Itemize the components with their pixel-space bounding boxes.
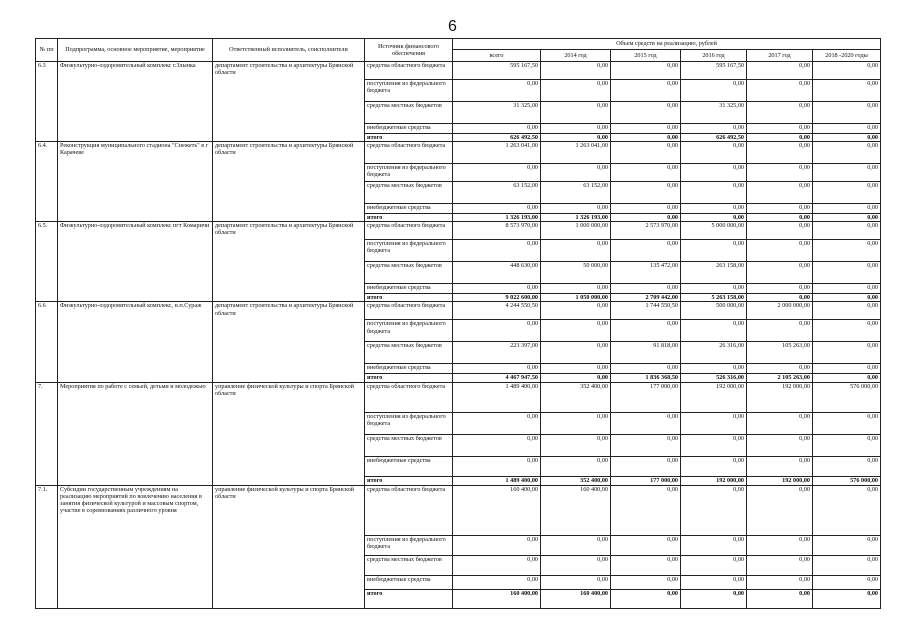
page-number: 6: [448, 18, 457, 35]
amount-cell: 0,00: [611, 102, 681, 124]
amount-cell: 526 316,00: [681, 374, 747, 382]
amount-cell: 0,00: [453, 80, 541, 102]
amount-cell: 0,00: [681, 214, 747, 222]
amount-cell: 352 400,00: [541, 382, 611, 412]
table-row: [36, 302, 881, 320]
header-2016: 2016 год: [681, 50, 747, 62]
item-number: 6.3: [36, 62, 58, 142]
amount-cell: 0,00: [747, 262, 813, 284]
amount-cell: 1 326 193,00: [541, 214, 611, 222]
funding-source: средства местных бюджетов: [365, 102, 453, 124]
amount-cell: 4 244 550,50: [453, 302, 541, 320]
amount-cell: 0,00: [747, 124, 813, 134]
amount-cell: 0,00: [611, 214, 681, 222]
amount-cell: 0,00: [747, 62, 813, 80]
amount-cell: 0,00: [453, 535, 541, 555]
amount-cell: 0,00: [541, 302, 611, 320]
funding-source: поступления из федерального бюджета: [365, 320, 453, 342]
amount-cell: 0,00: [611, 142, 681, 164]
amount-cell: 2 573 970,00: [611, 222, 681, 240]
amount-cell: 0,00: [747, 222, 813, 240]
amount-cell: 0,00: [813, 456, 881, 476]
amount-cell: 1 050 000,00: [541, 294, 611, 302]
amount-cell: 0,00: [611, 575, 681, 589]
amount-cell: 0,00: [611, 164, 681, 182]
amount-cell: 0,00: [611, 284, 681, 294]
amount-cell: 0,00: [541, 342, 611, 364]
amount-cell: 448 630,00: [453, 262, 541, 284]
amount-cell: 0,00: [453, 240, 541, 262]
amount-cell: 0,00: [747, 412, 813, 434]
funding-source: поступления из федерального бюджета: [365, 412, 453, 434]
amount-cell: 0,00: [747, 142, 813, 164]
amount-cell: 2 000 000,00: [747, 302, 813, 320]
amount-cell: 0,00: [681, 589, 747, 608]
amount-cell: 1 263 041,00: [453, 142, 541, 164]
amount-cell: 0,00: [813, 62, 881, 80]
budget-table: [35, 38, 881, 609]
amount-cell: 0,00: [453, 412, 541, 434]
amount-cell: 0,00: [541, 102, 611, 124]
amount-cell: 0,00: [541, 374, 611, 382]
amount-cell: 0,00: [747, 134, 813, 142]
amount-cell: 0,00: [453, 575, 541, 589]
table-row: [36, 222, 881, 240]
amount-cell: 0,00: [747, 294, 813, 302]
amount-cell: 0,00: [541, 434, 611, 456]
amount-cell: 5 000 000,00: [681, 222, 747, 240]
amount-cell: 0,00: [541, 80, 611, 102]
item-number: 6.6: [36, 302, 58, 382]
amount-cell: 0,00: [681, 124, 747, 134]
amount-cell: 0,00: [611, 456, 681, 476]
item-executor: департамент строительства и архитектуры Брянской области: [213, 142, 365, 222]
amount-cell: 0,00: [611, 80, 681, 102]
amount-cell: 0,00: [813, 262, 881, 284]
funding-source: средства областного бюджета: [365, 302, 453, 320]
header-2018-2020: 2018 -2020 годы: [813, 50, 881, 62]
amount-cell: 0,00: [813, 102, 881, 124]
amount-cell: 576 000,00: [813, 476, 881, 485]
amount-cell: 595 167,50: [681, 62, 747, 80]
amount-cell: 0,00: [747, 589, 813, 608]
amount-cell: 192 000,00: [747, 476, 813, 485]
funding-source: итого: [365, 294, 453, 302]
amount-cell: 0,00: [681, 434, 747, 456]
amount-cell: 0,00: [453, 124, 541, 134]
amount-cell: 0,00: [813, 182, 881, 204]
amount-cell: 0,00: [813, 589, 881, 608]
table-row: [36, 382, 881, 412]
item-name: Физкультурно-оздоровительный комплекс г.Злынка: [58, 62, 213, 142]
item-executor: департамент строительства и архитектуры Брянской области: [213, 302, 365, 382]
amount-cell: 63 152,00: [453, 182, 541, 204]
amount-cell: 0,00: [681, 364, 747, 374]
amount-cell: 2 709 442,00: [611, 294, 681, 302]
amount-cell: 0,00: [611, 364, 681, 374]
amount-cell: 0,00: [813, 124, 881, 134]
amount-cell: 192 000,00: [681, 382, 747, 412]
funding-source: средства местных бюджетов: [365, 434, 453, 456]
amount-cell: 160 400,00: [453, 589, 541, 608]
amount-cell: 0,00: [747, 240, 813, 262]
amount-cell: 8 573 970,00: [453, 222, 541, 240]
amount-cell: 0,00: [681, 80, 747, 102]
amount-cell: 0,00: [611, 555, 681, 575]
amount-cell: 0,00: [681, 412, 747, 434]
amount-cell: 626 492,50: [453, 134, 541, 142]
amount-cell: 0,00: [813, 294, 881, 302]
funding-source: внебюджетные средства: [365, 575, 453, 589]
amount-cell: 0,00: [541, 412, 611, 434]
amount-cell: 0,00: [611, 134, 681, 142]
item-executor: департамент строительства и архитектуры Брянской области: [213, 222, 365, 302]
header-executor: Ответственный исполнитель, соисполнители: [213, 39, 365, 62]
amount-cell: 31 325,00: [681, 102, 747, 124]
amount-cell: 0,00: [813, 284, 881, 294]
funding-source: средства областного бюджета: [365, 382, 453, 412]
amount-cell: 0,00: [611, 204, 681, 214]
funding-source: средства местных бюджетов: [365, 342, 453, 364]
amount-cell: 0,00: [541, 164, 611, 182]
header-funding-group: Объем средств на реализацию, рублей: [453, 39, 881, 50]
amount-cell: 192 000,00: [747, 382, 813, 412]
amount-cell: 0,00: [813, 555, 881, 575]
funding-source: внебюджетные средства: [365, 284, 453, 294]
funding-source: средства местных бюджетов: [365, 182, 453, 204]
amount-cell: 0,00: [747, 102, 813, 124]
amount-cell: 0,00: [813, 320, 881, 342]
table-row: [36, 62, 881, 80]
amount-cell: 0,00: [611, 434, 681, 456]
amount-cell: 1 836 368,50: [611, 374, 681, 382]
table-row: [36, 142, 881, 164]
amount-cell: 0,00: [747, 320, 813, 342]
amount-cell: 0,00: [541, 535, 611, 555]
funding-source: внебюджетные средства: [365, 124, 453, 134]
funding-source: поступления из федерального бюджета: [365, 535, 453, 555]
amount-cell: 0,00: [611, 124, 681, 134]
funding-source: средства областного бюджета: [365, 485, 453, 535]
amount-cell: 1 489 400,00: [453, 476, 541, 485]
header-2015: 2015 год: [611, 50, 681, 62]
amount-cell: 0,00: [681, 456, 747, 476]
item-number: 7.: [36, 382, 58, 485]
amount-cell: 0,00: [541, 124, 611, 134]
header-2017: 2017 год: [747, 50, 813, 62]
amount-cell: 160 400,00: [541, 485, 611, 535]
amount-cell: 0,00: [813, 364, 881, 374]
amount-cell: 0,00: [541, 284, 611, 294]
item-number: 6.5.: [36, 222, 58, 302]
amount-cell: 0,00: [541, 240, 611, 262]
funding-source: средства областного бюджета: [365, 62, 453, 80]
amount-cell: 0,00: [681, 485, 747, 535]
amount-cell: 0,00: [541, 456, 611, 476]
amount-cell: 576 000,00: [813, 382, 881, 412]
amount-cell: 352 400,00: [541, 476, 611, 485]
amount-cell: 0,00: [453, 320, 541, 342]
funding-source: поступления из федерального бюджета: [365, 164, 453, 182]
item-name: Физкультурно-оздоровительный комплекс, н.п.Сураж: [58, 302, 213, 382]
header-name: Подпрограмма, основное мероприятие, мероприятие: [58, 39, 213, 62]
amount-cell: 0,00: [813, 412, 881, 434]
amount-cell: 0,00: [747, 535, 813, 555]
amount-cell: 0,00: [813, 204, 881, 214]
item-name: Физкультурно-оздоровительный комплекс пгт Комаричи: [58, 222, 213, 302]
item-number: 6.4.: [36, 142, 58, 222]
item-name: Реконструкция муниципального стадиона "Снежеть" в г Карачеве: [58, 142, 213, 222]
amount-cell: 0,00: [813, 214, 881, 222]
amount-cell: 0,00: [813, 374, 881, 382]
amount-cell: 0,00: [453, 204, 541, 214]
amount-cell: 91 818,00: [611, 342, 681, 364]
amount-cell: 0,00: [681, 142, 747, 164]
amount-cell: 0,00: [541, 134, 611, 142]
amount-cell: 1 263 041,00: [541, 142, 611, 164]
funding-source: итого: [365, 589, 453, 608]
amount-cell: 0,00: [541, 320, 611, 342]
item-number: 7.1.: [36, 485, 58, 608]
amount-cell: 626 492,50: [681, 134, 747, 142]
amount-cell: 0,00: [681, 182, 747, 204]
amount-cell: 0,00: [813, 134, 881, 142]
funding-source: поступления из федерального бюджета: [365, 80, 453, 102]
amount-cell: 0,00: [813, 485, 881, 535]
amount-cell: 50 000,00: [541, 262, 611, 284]
amount-cell: 0,00: [747, 364, 813, 374]
amount-cell: 2 105 263,00: [747, 374, 813, 382]
amount-cell: 0,00: [453, 555, 541, 575]
amount-cell: 0,00: [747, 214, 813, 222]
amount-cell: 1 489 400,00: [453, 382, 541, 412]
amount-cell: 0,00: [681, 320, 747, 342]
amount-cell: 0,00: [541, 62, 611, 80]
amount-cell: 0,00: [747, 575, 813, 589]
amount-cell: 0,00: [681, 204, 747, 214]
header-total: всего: [453, 50, 541, 62]
amount-cell: 0,00: [611, 485, 681, 535]
amount-cell: 0,00: [611, 412, 681, 434]
amount-cell: 160 400,00: [453, 485, 541, 535]
amount-cell: 0,00: [611, 240, 681, 262]
amount-cell: 0,00: [611, 535, 681, 555]
amount-cell: 0,00: [813, 535, 881, 555]
amount-cell: 0,00: [813, 302, 881, 320]
header-source: Источник финансового обеспечения: [365, 39, 453, 62]
item-executor: департамент строительства и архитектуры Брянской области: [213, 62, 365, 142]
amount-cell: 0,00: [747, 182, 813, 204]
amount-cell: 0,00: [681, 164, 747, 182]
amount-cell: 0,00: [681, 575, 747, 589]
amount-cell: 0,00: [541, 555, 611, 575]
amount-cell: 0,00: [453, 284, 541, 294]
funding-source: средства областного бюджета: [365, 222, 453, 240]
amount-cell: 0,00: [541, 364, 611, 374]
funding-source: средства областного бюджета: [365, 142, 453, 164]
amount-cell: 63 152,00: [541, 182, 611, 204]
amount-cell: 0,00: [747, 485, 813, 535]
amount-cell: 0,00: [813, 575, 881, 589]
amount-cell: 0,00: [611, 62, 681, 80]
amount-cell: 0,00: [747, 204, 813, 214]
amount-cell: 0,00: [681, 535, 747, 555]
header-num: № пп: [36, 39, 58, 62]
funding-source: внебюджетные средства: [365, 456, 453, 476]
amount-cell: 500 000,00: [681, 302, 747, 320]
amount-cell: 0,00: [611, 589, 681, 608]
funding-source: поступления из федерального бюджета: [365, 240, 453, 262]
amount-cell: 0,00: [681, 240, 747, 262]
amount-cell: 0,00: [453, 364, 541, 374]
amount-cell: 0,00: [747, 434, 813, 456]
header-2014: 2014 год: [541, 50, 611, 62]
amount-cell: 105 263,00: [747, 342, 813, 364]
funding-source: средства местных бюджетов: [365, 262, 453, 284]
amount-cell: 0,00: [747, 164, 813, 182]
item-executor: управление физической культуры и спорта Брянской области: [213, 382, 365, 485]
amount-cell: 0,00: [681, 555, 747, 575]
amount-cell: 177 000,00: [611, 382, 681, 412]
amount-cell: 0,00: [747, 80, 813, 102]
amount-cell: 0,00: [747, 456, 813, 476]
amount-cell: 4 467 947,50: [453, 374, 541, 382]
amount-cell: 263 158,00: [681, 262, 747, 284]
funding-source: итого: [365, 134, 453, 142]
amount-cell: 0,00: [813, 434, 881, 456]
funding-source: итого: [365, 214, 453, 222]
amount-cell: 0,00: [453, 434, 541, 456]
amount-cell: 31 325,00: [453, 102, 541, 124]
amount-cell: 192 000,00: [681, 476, 747, 485]
amount-cell: 0,00: [813, 240, 881, 262]
amount-cell: 595 167,50: [453, 62, 541, 80]
table-row: [36, 485, 881, 535]
funding-source: внебюджетные средства: [365, 364, 453, 374]
amount-cell: 0,00: [813, 142, 881, 164]
funding-source: итого: [365, 476, 453, 485]
amount-cell: 135 472,00: [611, 262, 681, 284]
amount-cell: 0,00: [681, 284, 747, 294]
item-name: Мероприятия по работе с семьей, детьми и молодежью: [58, 382, 213, 485]
funding-source: средства местных бюджетов: [365, 555, 453, 575]
item-executor: управление физической культуры и спорта Брянской области: [213, 485, 365, 608]
amount-cell: 0,00: [813, 80, 881, 102]
amount-cell: 0,00: [813, 342, 881, 364]
amount-cell: 0,00: [747, 284, 813, 294]
amount-cell: 0,00: [541, 575, 611, 589]
amount-cell: 0,00: [611, 182, 681, 204]
amount-cell: 0,00: [747, 555, 813, 575]
funding-source: внебюджетные средства: [365, 204, 453, 214]
amount-cell: 223 397,00: [453, 342, 541, 364]
amount-cell: 26 316,00: [681, 342, 747, 364]
amount-cell: 5 263 158,00: [681, 294, 747, 302]
amount-cell: 0,00: [541, 204, 611, 214]
amount-cell: 0,00: [813, 222, 881, 240]
amount-cell: 1 000 000,00: [541, 222, 611, 240]
item-name: Субсидии государственным учреждениям на реализацию мероприятий по вовлечению населения в занятия физической культурой и массовым спортом, участие в соревнованиях различного уровня: [58, 485, 213, 608]
funding-source: итого: [365, 374, 453, 382]
amount-cell: 0,00: [813, 164, 881, 182]
amount-cell: 177 000,00: [611, 476, 681, 485]
amount-cell: 0,00: [453, 456, 541, 476]
amount-cell: 0,00: [611, 320, 681, 342]
amount-cell: 9 022 600,00: [453, 294, 541, 302]
amount-cell: 1 744 550,50: [611, 302, 681, 320]
amount-cell: 0,00: [453, 164, 541, 182]
amount-cell: 1 326 193,00: [453, 214, 541, 222]
amount-cell: 160 400,00: [541, 589, 611, 608]
